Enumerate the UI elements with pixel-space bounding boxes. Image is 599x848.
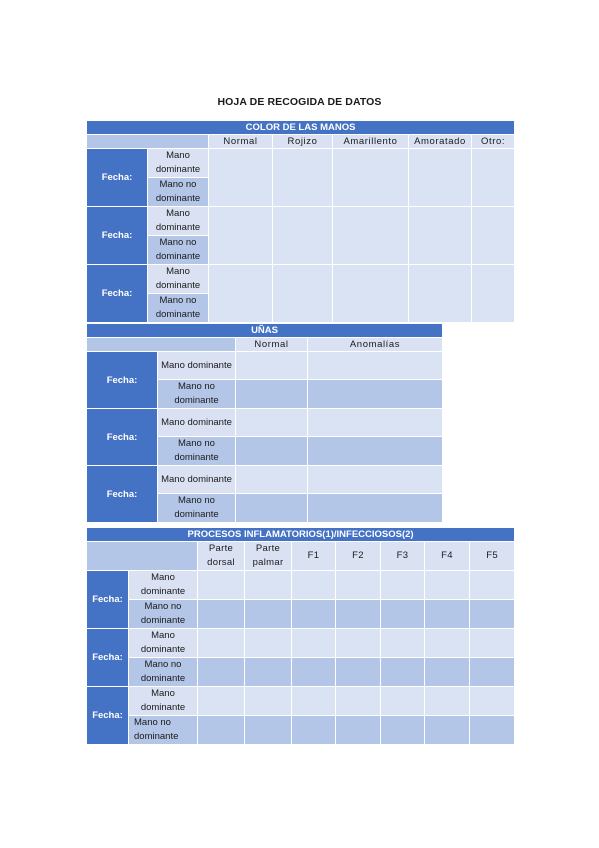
data-cell[interactable] — [409, 207, 472, 265]
data-cell[interactable] — [245, 600, 292, 629]
data-cell[interactable] — [409, 149, 472, 207]
row-label-mano-no-dominante: Mano no dominante — [148, 294, 209, 323]
data-cell[interactable] — [245, 716, 292, 745]
data-cell[interactable] — [381, 687, 425, 716]
data-cell[interactable] — [336, 600, 381, 629]
data-cell[interactable] — [425, 687, 470, 716]
column-header-blank — [87, 542, 198, 571]
data-cell[interactable] — [245, 629, 292, 658]
data-cell[interactable] — [198, 571, 245, 600]
fecha-label: Fecha: — [87, 409, 158, 466]
data-cell[interactable] — [425, 600, 470, 629]
data-cell[interactable] — [236, 494, 308, 523]
data-cell[interactable] — [308, 352, 443, 380]
row-label-mano-dominante: Mano dominante — [158, 352, 236, 380]
data-cell[interactable] — [470, 629, 515, 658]
data-cell[interactable] — [425, 658, 470, 687]
processes-header: PROCESOS INFLAMATORIOS(1)/INFECCIOSOS(2) — [87, 528, 515, 542]
row-label-mano-dominante: Mano dominante — [158, 466, 236, 494]
data-cell[interactable] — [292, 571, 336, 600]
fecha-label: Fecha: — [87, 207, 148, 265]
data-cell[interactable] — [333, 265, 409, 323]
data-cell[interactable] — [381, 600, 425, 629]
column-header-amarillento: Amarillento — [333, 135, 409, 149]
data-cell[interactable] — [245, 571, 292, 600]
column-header-anomalias: Anomalías — [308, 338, 443, 352]
data-cell[interactable] — [409, 265, 472, 323]
data-cell[interactable] — [273, 265, 333, 323]
data-cell[interactable] — [308, 409, 443, 437]
hand-color-table — [86, 120, 515, 323]
row-label-mano-no-dominante: Mano no dominante — [148, 178, 209, 207]
data-cell[interactable] — [236, 466, 308, 494]
column-header-f2: F2 — [336, 542, 381, 571]
data-cell[interactable] — [470, 716, 515, 745]
data-cell[interactable] — [333, 207, 409, 265]
data-cell[interactable] — [236, 380, 308, 409]
column-header-normal: Normal — [209, 135, 273, 149]
data-cell[interactable] — [333, 149, 409, 207]
data-cell[interactable] — [425, 629, 470, 658]
row-label-mano-no-dominante: Mano no dominante — [158, 380, 236, 409]
data-cell[interactable] — [470, 571, 515, 600]
data-cell[interactable] — [381, 716, 425, 745]
data-cell[interactable] — [336, 687, 381, 716]
column-header-blank — [87, 338, 236, 352]
fecha-label: Fecha: — [87, 352, 158, 409]
row-label-mano-dominante: Mano dominante — [148, 265, 209, 294]
column-header-f4: F4 — [425, 542, 470, 571]
data-cell[interactable] — [381, 629, 425, 658]
data-cell[interactable] — [292, 600, 336, 629]
data-cell[interactable] — [336, 629, 381, 658]
row-label-mano-dominante: Mano dominante — [158, 409, 236, 437]
data-cell[interactable] — [236, 352, 308, 380]
data-cell[interactable] — [245, 658, 292, 687]
data-cell[interactable] — [209, 207, 273, 265]
data-cell[interactable] — [381, 658, 425, 687]
data-cell[interactable] — [292, 716, 336, 745]
column-header-otro: Otro: — [472, 135, 515, 149]
nails-table — [86, 323, 443, 523]
data-cell[interactable] — [198, 658, 245, 687]
data-cell[interactable] — [292, 629, 336, 658]
fecha-label: Fecha: — [87, 571, 129, 629]
data-cell[interactable] — [198, 600, 245, 629]
data-cell[interactable] — [209, 265, 273, 323]
row-label-mano-no-dominante: Mano no dominante — [129, 600, 198, 629]
row-label-mano-no-dominante: Mano no dominante — [158, 494, 236, 523]
data-cell[interactable] — [470, 600, 515, 629]
data-cell[interactable] — [308, 494, 443, 523]
data-cell[interactable] — [236, 409, 308, 437]
processes-table — [86, 527, 515, 745]
page-title: HOJA DE RECOGIDA DE DATOS — [217, 96, 382, 108]
column-header-f1: F1 — [292, 542, 336, 571]
data-cell[interactable] — [198, 687, 245, 716]
column-header-amoratado: Amoratado — [409, 135, 472, 149]
data-cell[interactable] — [381, 571, 425, 600]
data-cell[interactable] — [292, 687, 336, 716]
data-cell[interactable] — [198, 716, 245, 745]
row-label-mano-no-dominante: Mano no dominante — [129, 658, 198, 687]
data-cell[interactable] — [336, 658, 381, 687]
data-cell[interactable] — [245, 687, 292, 716]
data-cell[interactable] — [292, 658, 336, 687]
row-label-mano-no-dominante: Mano no dominante — [129, 716, 198, 745]
data-cell[interactable] — [273, 207, 333, 265]
fecha-label: Fecha: — [87, 466, 158, 523]
data-cell[interactable] — [198, 629, 245, 658]
fecha-label: Fecha: — [87, 149, 148, 207]
data-cell[interactable] — [308, 437, 443, 466]
fecha-label: Fecha: — [87, 629, 129, 687]
data-cell[interactable] — [273, 149, 333, 207]
column-header-parte-dorsal: Parte dorsal — [198, 542, 245, 571]
row-label-mano-dominante: Mano dominante — [129, 687, 198, 716]
row-label-mano-dominante: Mano dominante — [148, 207, 209, 236]
fecha-label: Fecha: — [87, 687, 129, 745]
column-header-blank — [87, 135, 209, 149]
data-cell[interactable] — [472, 265, 515, 323]
data-cell[interactable] — [236, 437, 308, 466]
hand-color-header: COLOR DE LAS MANOS — [87, 121, 515, 135]
data-cell[interactable] — [472, 149, 515, 207]
row-label-mano-dominante: Mano dominante — [129, 571, 198, 600]
column-header-f3: F3 — [381, 542, 425, 571]
data-cell[interactable] — [308, 466, 443, 494]
row-label-mano-dominante: Mano dominante — [148, 149, 209, 178]
data-cell[interactable] — [470, 658, 515, 687]
data-cell[interactable] — [425, 571, 470, 600]
fecha-label: Fecha: — [87, 265, 148, 323]
data-cell[interactable] — [472, 207, 515, 265]
row-label-mano-no-dominante: Mano no dominante — [158, 437, 236, 466]
column-header-normal: Normal — [236, 338, 308, 352]
data-cell[interactable] — [209, 149, 273, 207]
data-cell[interactable] — [336, 716, 381, 745]
column-header-parte-palmar: Parte palmar — [245, 542, 292, 571]
column-header-f5: F5 — [470, 542, 515, 571]
column-header-rojizo: Rojizo — [273, 135, 333, 149]
data-cell[interactable] — [470, 687, 515, 716]
data-cell[interactable] — [336, 571, 381, 600]
row-label-mano-dominante: Mano dominante — [129, 629, 198, 658]
row-label-mano-no-dominante: Mano no dominante — [148, 236, 209, 265]
data-cell[interactable] — [425, 716, 470, 745]
data-cell[interactable] — [308, 380, 443, 409]
nails-header: UÑAS — [87, 324, 443, 338]
